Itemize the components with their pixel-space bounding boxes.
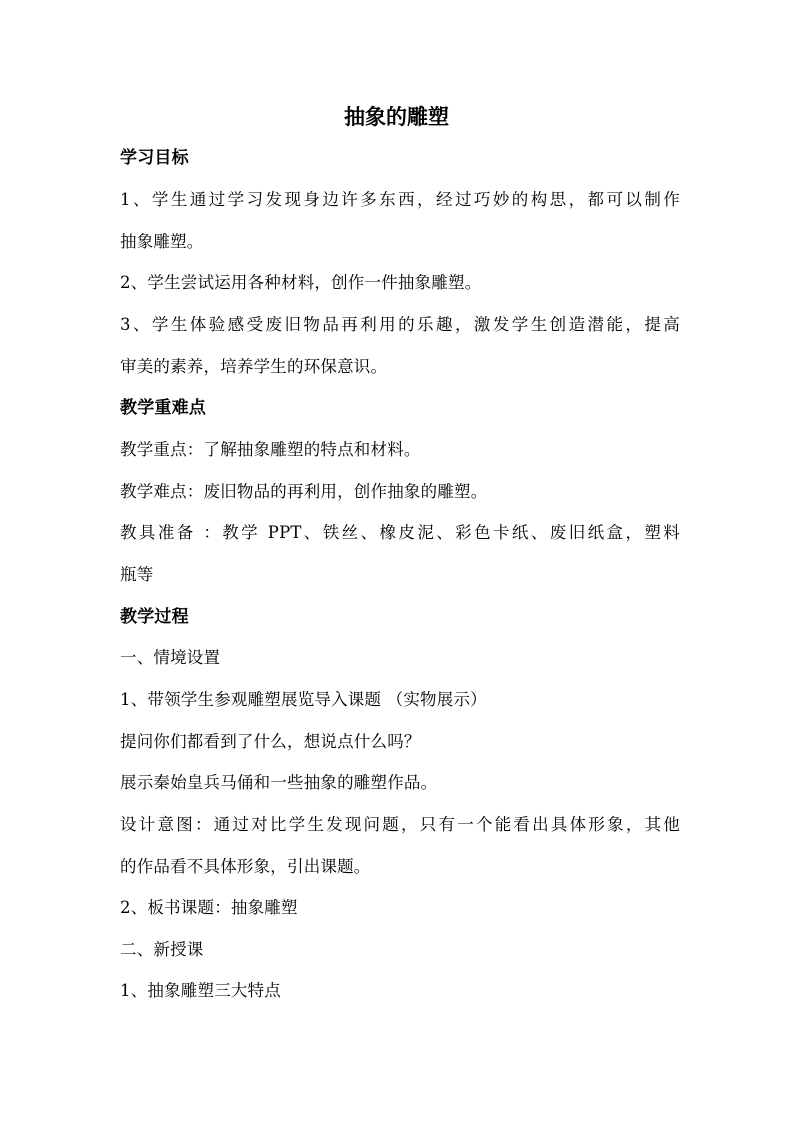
paragraph-line: 提问你们都看到了什么，想说点什么吗？ bbox=[120, 732, 421, 751]
section-heading-objectives: 学习目标 bbox=[120, 148, 189, 168]
paragraph-line: 教具准备 ：教学 PPT、铁丝、橡皮泥、彩色卡纸、废旧纸盒，塑料 bbox=[120, 523, 680, 542]
paragraph-line: 的作品看不具体形象，引出课题。 bbox=[120, 857, 371, 876]
paragraph-line: 3、学生体验感受废旧物品再利用的乐趣，激发学生创造潜能，提高 bbox=[120, 315, 680, 334]
paragraph-line: 瓶等 bbox=[120, 565, 154, 584]
paragraph-line: 2、学生尝试运用各种材料，创作一件抽象雕塑。 bbox=[120, 273, 482, 292]
document-title: 抽象的雕塑 bbox=[344, 105, 449, 129]
paragraph-line: 抽象雕塑。 bbox=[120, 232, 204, 251]
paragraph-line: 设计意图：通过对比学生发现问题，只有一个能看出具体形象，其他 bbox=[120, 815, 680, 834]
paragraph-line: 二、新授课 bbox=[120, 940, 204, 959]
section-heading-process: 教学过程 bbox=[120, 607, 189, 627]
paragraph-line: 1、带领学生参观雕塑展览导入课题 （实物展示） bbox=[120, 690, 487, 709]
paragraph-line: 展示秦始皇兵马俑和一些抽象的雕塑作品。 bbox=[120, 773, 438, 792]
paragraph-line: 教学难点：废旧物品的再利用，创作抽象的雕塑。 bbox=[120, 482, 488, 501]
paragraph-line: 教学重点：了解抽象雕塑的特点和材料。 bbox=[120, 440, 421, 459]
paragraph-line: 审美的素养，培养学生的环保意识。 bbox=[120, 357, 388, 376]
section-heading-key-points: 教学重难点 bbox=[120, 398, 206, 418]
paragraph-line: 1、学生通过学习发现身边许多东西，经过巧妙的构思，都可以制作 bbox=[120, 190, 680, 209]
paragraph-line: 1、抽象雕塑三大特点 bbox=[120, 981, 281, 1000]
paragraph-line: 2、板书课题：抽象雕塑 bbox=[120, 898, 298, 917]
paragraph-line: 一、情境设置 bbox=[120, 648, 221, 667]
